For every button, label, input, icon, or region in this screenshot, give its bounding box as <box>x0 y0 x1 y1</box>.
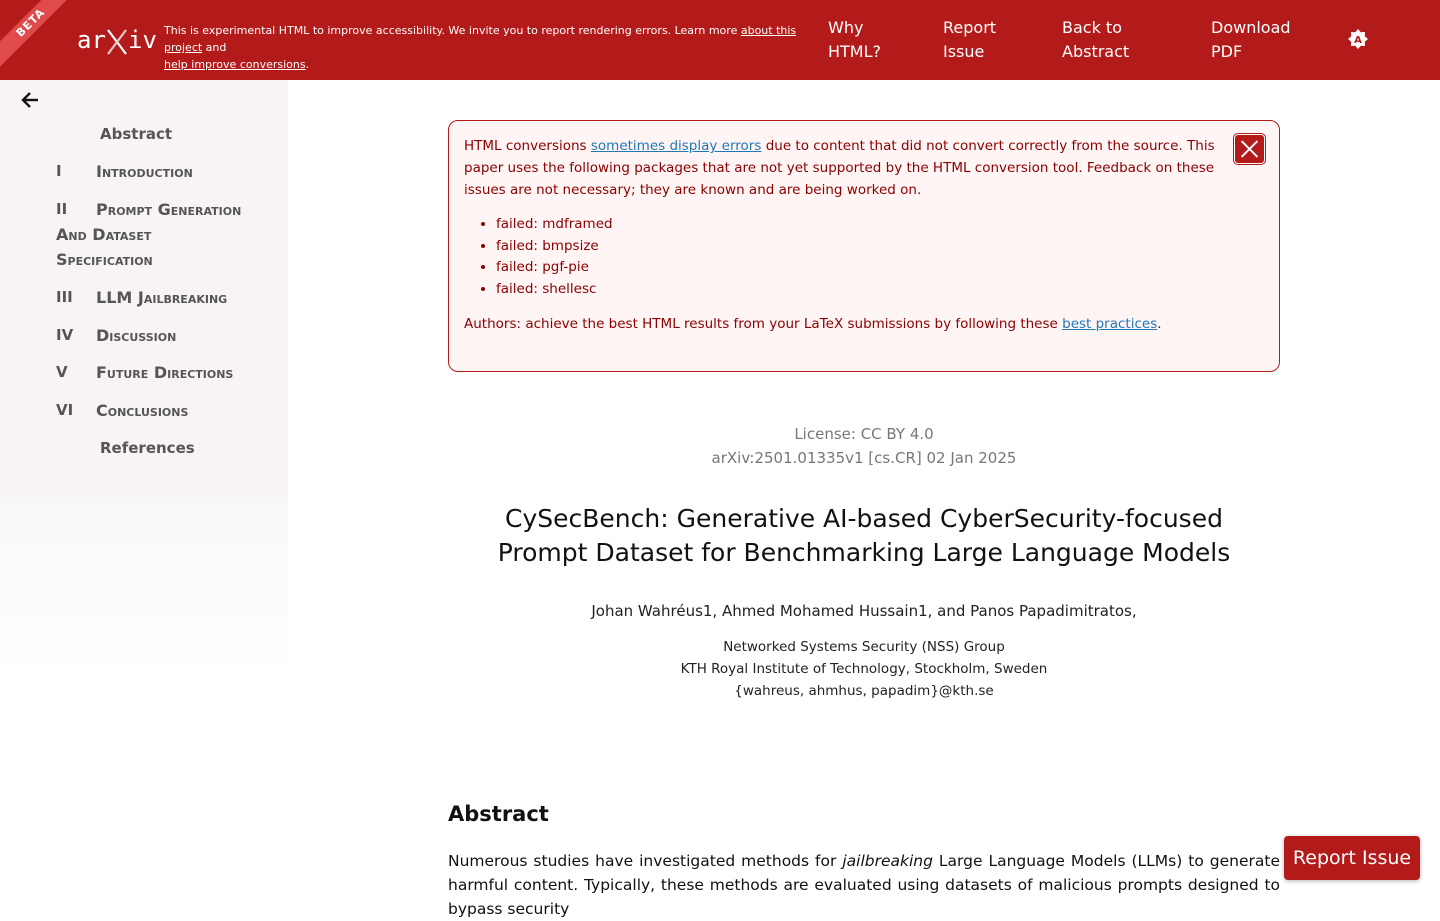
paper-title <box>448 502 1280 570</box>
nav-report-issue[interactable] <box>943 16 996 64</box>
abstract-text <box>448 849 1280 921</box>
list-item: • failed: shellesc <box>496 279 1219 301</box>
toc-conclusions[interactable]: Conclusions <box>96 401 189 420</box>
affiliation-block <box>448 636 1280 702</box>
close-icon[interactable] <box>1234 134 1265 164</box>
toc-num-6: VI <box>56 401 74 419</box>
license-block <box>448 422 1280 470</box>
notice-text: This is experimental HTML to improve accessibility. We invite you to report rendering errors. Learn more <box>164 24 741 37</box>
experimental-notice <box>164 22 814 73</box>
abstract-emphasis: jailbreaking <box>842 852 933 870</box>
warning-text-2: due to content that did not convert correctly from the source. This paper uses the following packages that are not yet supported by the HTML conversion tool. Feedback on these issues are not necessary; they are known and are being worked on. <box>464 138 1215 198</box>
display-errors-link[interactable]: sometimes display errors <box>590 138 762 154</box>
abstract-text-1: Numerous studies have investigated methods for <box>448 852 843 870</box>
license-text: License: CC BY 4.0 <box>794 425 934 443</box>
toc-prompt-generation-line2[interactable]: And Dataset <box>56 225 152 244</box>
beta-label: BETA <box>0 0 83 75</box>
toc-prompt-generation[interactable]: Prompt Generation <box>96 200 242 219</box>
affiliation-institute: KTH Royal Institute of Technology, Stockholm, Sweden <box>680 661 1048 677</box>
paper-title-line1: CySecBench: Generative AI-based CyberSecurity-focused <box>505 504 1223 533</box>
nav-report-line1: Report <box>943 18 997 37</box>
toc-introduction[interactable]: Introduction <box>96 162 193 181</box>
list-item: • failed: pgf-pie <box>496 257 1219 279</box>
list-item: • failed: bmpsize <box>496 236 1219 258</box>
advice-text: Authors: achieve the best HTML results from your LaTeX submissions by following these <box>464 316 1063 332</box>
best-practices-link[interactable]: best practices <box>1062 316 1158 332</box>
nav-back-to-abstract[interactable] <box>1062 16 1129 64</box>
abstract-text-2: Large Language Models (LLMs) to generate harmful content. Typically, these methods are evaluated using datasets of malicious prompts designed to bypass security <box>448 852 1280 918</box>
svg-text:iv: iv <box>128 26 157 54</box>
paper-title-line2: Prompt Dataset for Benchmarking Large Language Models <box>497 538 1231 567</box>
toc-future-directions[interactable]: Future Directions <box>96 363 234 382</box>
about-project-link[interactable]: about this project <box>164 24 797 54</box>
nav-why-html[interactable] <box>828 16 881 64</box>
collapse-toc-arrow-icon[interactable] <box>20 90 42 110</box>
svg-text:A: A <box>1354 35 1362 46</box>
nav-back-line1: Back to <box>1062 18 1122 37</box>
failed-packages-list <box>496 214 1219 300</box>
beta-ribbon <box>0 0 80 80</box>
nav-back-line2: Abstract <box>1062 42 1130 61</box>
site-header <box>0 0 1440 80</box>
arxiv-logo-icon[interactable] <box>76 22 157 58</box>
help-improve-link[interactable]: help improve conversions <box>164 58 306 71</box>
svg-text:ar: ar <box>77 26 106 54</box>
toc-llm-jailbreaking[interactable]: LLM Jailbreaking <box>96 288 228 307</box>
list-item: • failed: mdframed <box>496 214 1219 236</box>
warning-paragraph <box>464 135 1219 201</box>
toc-discussion[interactable]: Discussion <box>96 326 177 345</box>
nav-report-line2: Issue <box>943 42 985 61</box>
toc-references[interactable]: References <box>100 439 195 457</box>
nav-download-pdf[interactable] <box>1211 16 1291 64</box>
toc-num-5: V <box>56 363 68 381</box>
notice-text-middle: and <box>202 41 227 54</box>
notice-text-end: . <box>305 58 310 71</box>
toc-num-2: II <box>56 200 68 218</box>
toc-prompt-generation-line3[interactable]: Specification <box>56 250 153 269</box>
nav-why-html-line1: Why <box>828 18 864 37</box>
toc-num-3: III <box>56 288 73 306</box>
authors-advice <box>464 313 1219 335</box>
arxiv-id: arXiv:2501.01335v1 [cs.CR] 02 Jan 2025 <box>711 449 1017 467</box>
report-issue-button[interactable]: Report Issue <box>1284 836 1420 880</box>
nav-why-html-line2: HTML? <box>828 42 882 61</box>
abstract-heading: Abstract <box>448 802 549 826</box>
nav-download-line2: PDF <box>1211 42 1243 61</box>
warning-text-1: HTML conversions <box>464 138 591 154</box>
conversion-warning-box <box>448 120 1280 372</box>
nav-download-line1: Download <box>1211 18 1291 37</box>
sidebar-fade <box>0 495 288 675</box>
theme-toggle-icon[interactable] <box>1347 28 1369 50</box>
advice-text-end: . <box>1157 316 1162 332</box>
toc-num-1: I <box>56 162 62 180</box>
paper-authors: Johan Wahréus1, Ahmed Mohamed Hussain1, and Panos Papadimitratos, <box>591 602 1137 620</box>
toc-num-4: IV <box>56 326 74 344</box>
affiliation-emails: {wahreus, ahmhus, papadim}@kth.se <box>734 683 994 699</box>
toc-abstract[interactable]: Abstract <box>100 125 173 143</box>
affiliation-group: Networked Systems Security (NSS) Group <box>723 639 1005 655</box>
